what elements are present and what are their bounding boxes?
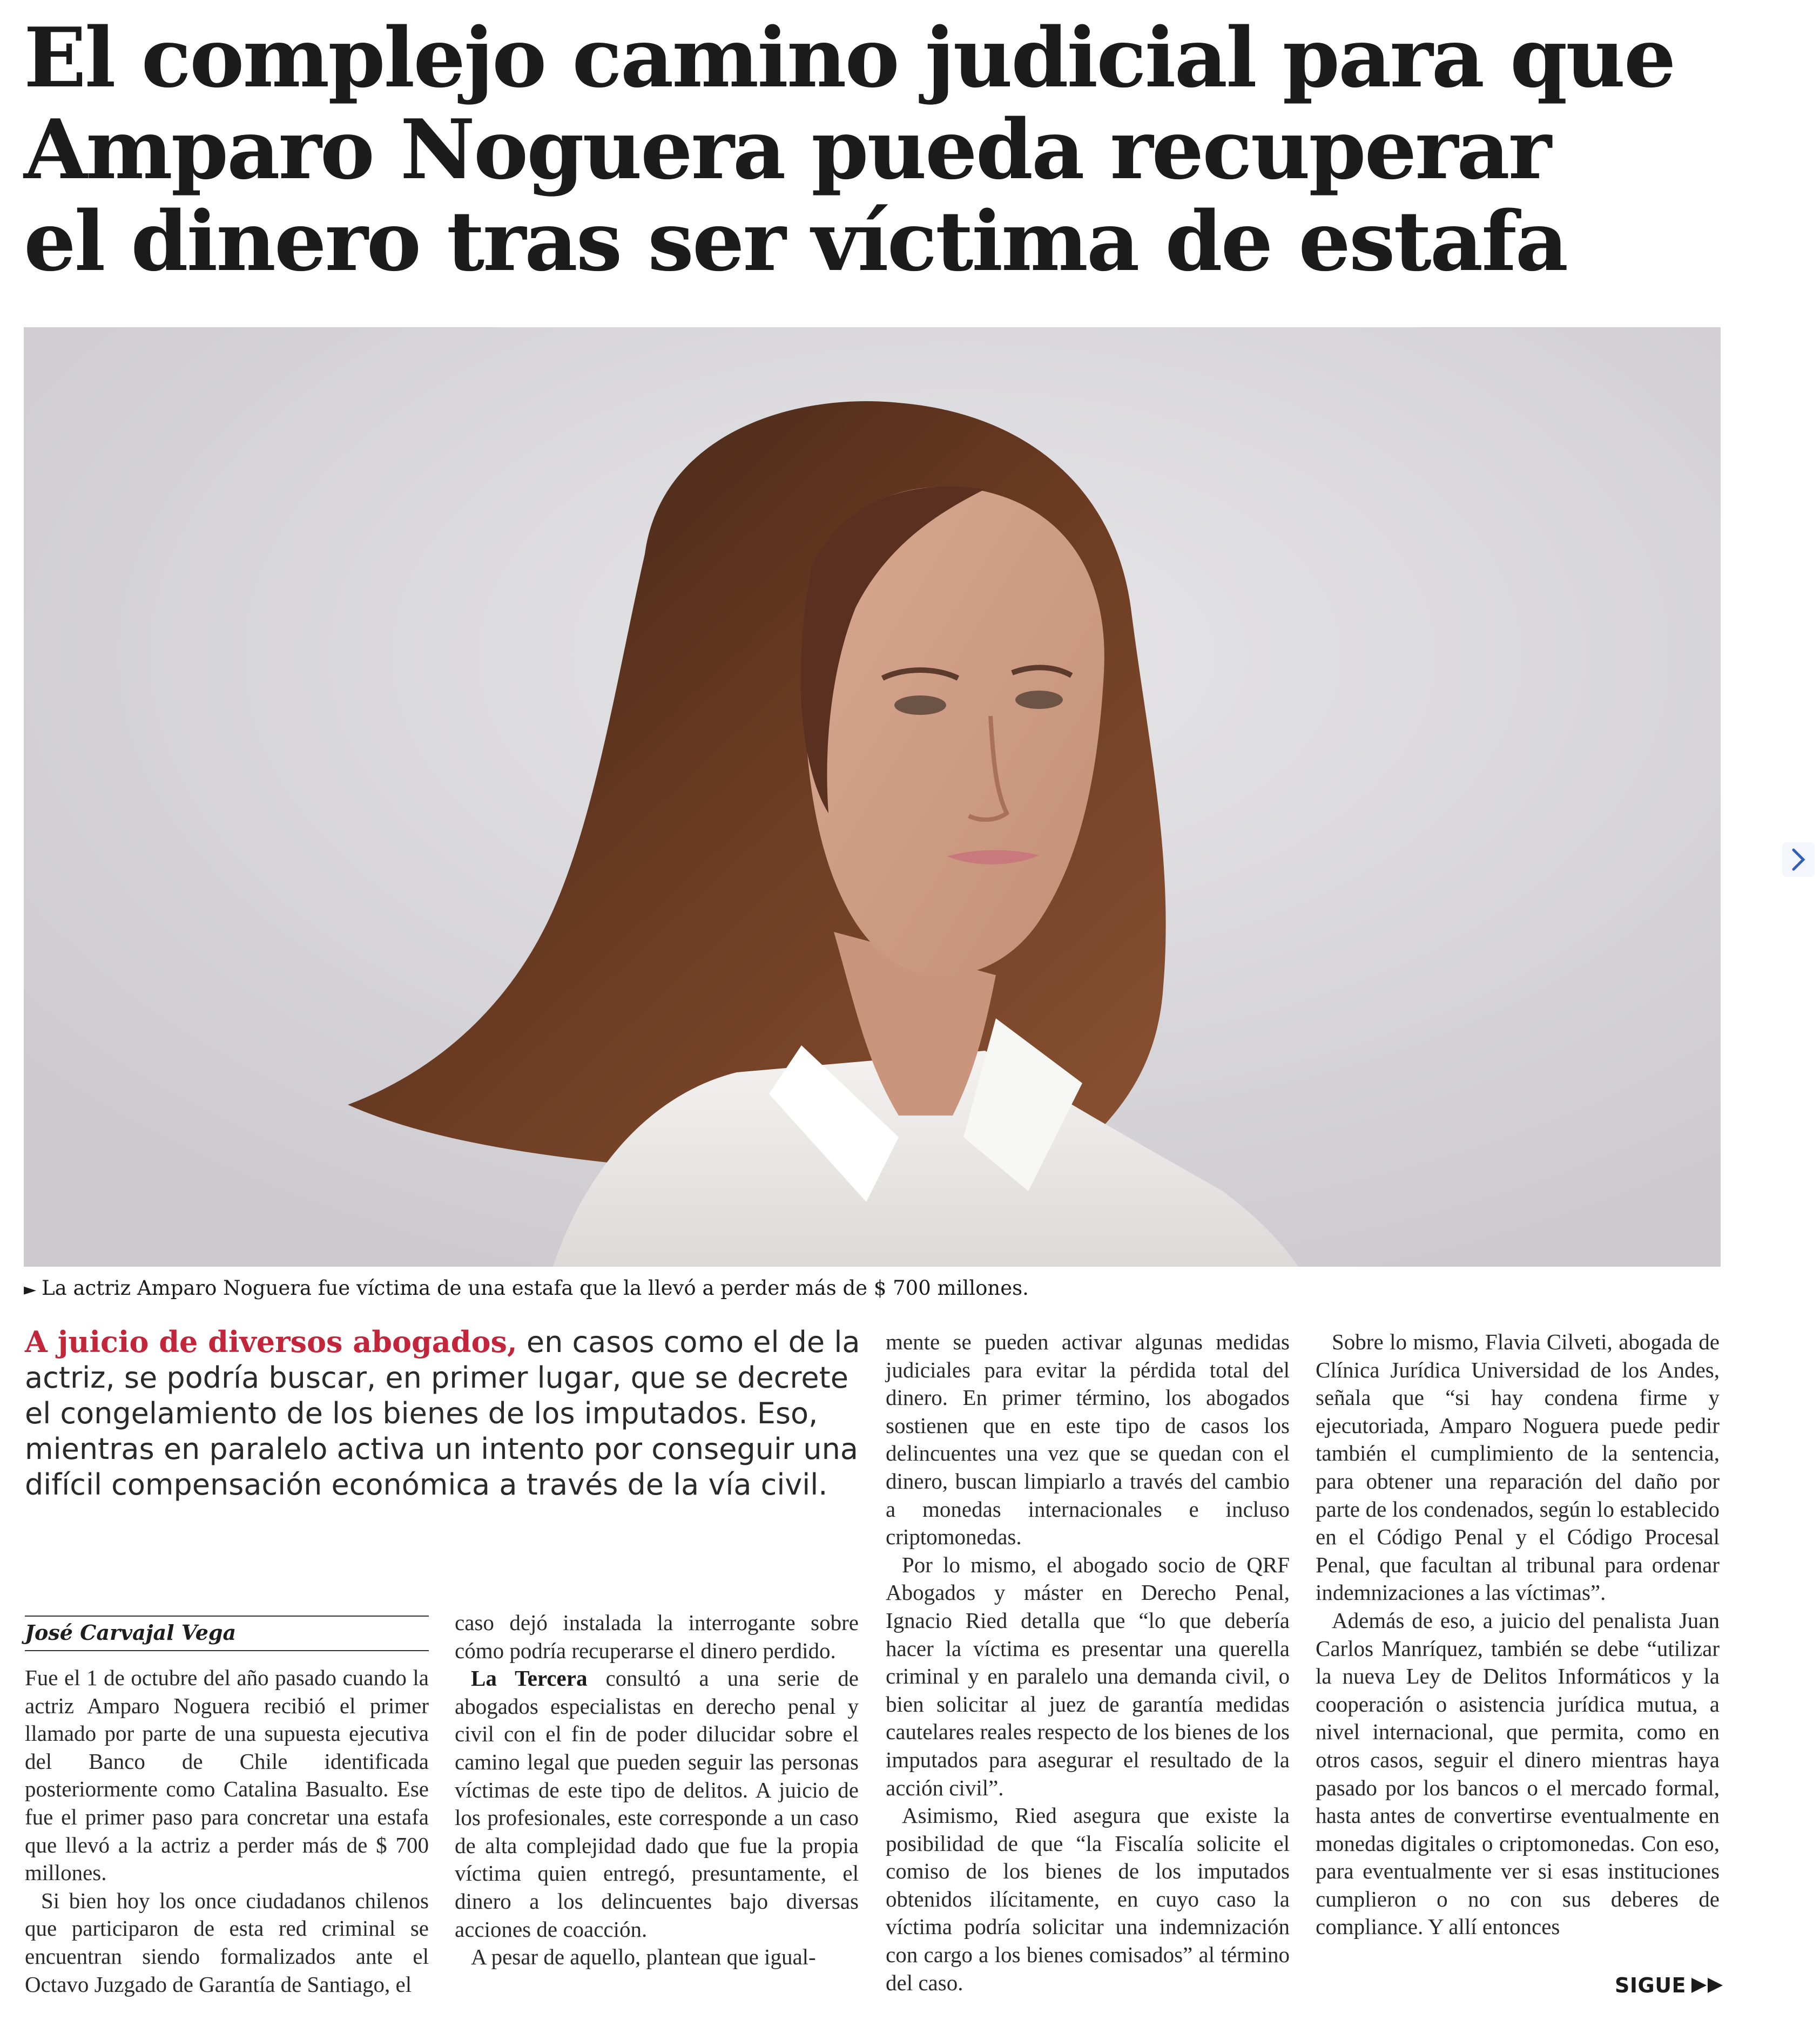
portrait-photo: [24, 327, 1721, 1267]
photo-caption: [24, 1275, 1698, 1303]
paragraph: Fue el 1 de octubre del año pasado cuando la actriz Amparo Noguera recibió el primer llamado por parte de una supuesta ejecutiva del Banco de Chile identificada posteriormente como Catalina Basualto. Ese fue el primer paso para concretar una estafa que llevó a la actriz a perder más de $ 700 millones.: [25, 1665, 429, 1885]
byline: José Carvajal Vega: [25, 1620, 237, 1645]
paragraph: caso dejó instalada la interrogante sobre cómo podría recuperarse el dinero perdido.: [455, 1610, 859, 1663]
paragraph: mente se pueden activar algunas medidas judiciales para evitar la pérdida total del dinero. En primer término, los abogados sostienen que en este tipo de casos los delincuentes una vez que se quedan con el dinero, buscan limpiarlo a través del cambio a monedas internacionales e incluso criptomonedas.: [886, 1329, 1290, 1550]
paragraph: Asimismo, Ried asegura que existe la posibilidad de que “la Fiscalía solicite el comiso de los bienes de los imputados obtenidos ilícitamente, en cuyo caso la víctima podría solicitar una indemnización con cargo a los bienes comisados” al término del caso.: [886, 1803, 1290, 1995]
caption-marker-icon: ►: [24, 1280, 37, 1299]
lead-paragraph: [25, 1324, 867, 1503]
paragraph: Además de eso, a juicio del penalista Juan Carlos Manríquez, también se debe “utilizar la nueva Ley de Delitos Informáticos y la cooperación o asistencia jurídica mutua, a nivel internacional, que permita, como en otros casos, seguir el dinero mientras haya pasado por los bancos o el mercado formal, hasta antes de convertirse eventualmente en monedas digitales o criptomonedas. Con eso, para eventualmente ver si esas instituciones cumplieron o no con sus deberes de compliance. Y allí entonces: [1316, 1607, 1720, 1939]
paragraph: Por lo mismo, el abogado socio de QRF Abogados y máster en Derecho Penal, Ignacio Ried detalla que “lo que debería hacer la víctima es presentar una querella criminal y en paralelo una demanda civil, o bien solicitar al juez de garantía medidas cautelares reales respecto de los bienes de los imputados para asegurar el resultado de la acción civil”.: [886, 1552, 1290, 1800]
caption-text: La actriz Amparo Noguera fue víctima de una estafa que la llevó a perder más de $ 700 millones.: [42, 1276, 1029, 1300]
paragraph: A pesar de aquello, plantean que igual-: [471, 1944, 816, 1970]
body-column-3: [886, 1328, 1290, 1997]
lead-text: en casos como el de la actriz, se podría buscar, en primer lugar, que se decrete el congelamiento de los bienes de los imputados. Eso, mientras en paralelo activa un intento por conseguir una difícil compensación económica a través de la vía civil.: [25, 1325, 860, 1502]
next-arrow-button[interactable]: [1782, 842, 1815, 877]
paragraph: Sobre lo mismo, Flavia Cilveti, abogada de Clínica Jurídica Universidad de los Andes, señala que “si hay condena firme y ejecutoriada, Amparo Noguera puede pedir también el cumplimiento de la sentencia, para obtener una reparación del daño por parte de los condenados, según lo establecido en el Código Penal y el Código Procesal Penal, que facultan al tribunal para ordenar indemnizaciones a las víctimas”.: [1316, 1329, 1720, 1605]
headline-line-3: el dinero tras ser víctima de estafa: [24, 193, 1567, 289]
body-column-1: [25, 1664, 429, 1998]
chevron-right-icon: [1790, 848, 1806, 871]
byline-divider-top: [25, 1616, 429, 1617]
headline-line-2: Amparo Noguera pueda recuperar: [24, 101, 1550, 198]
paragraph: Si bien hoy los once ciudadanos chilenos que participaron de esta red criminal se encuentran siendo formalizados ante el Octavo Juzgado de Garantía de Santiago, el: [25, 1888, 429, 1997]
paragraph: [455, 1665, 859, 1943]
publication-name: La Tercera: [471, 1666, 588, 1691]
continue-link[interactable]: [1615, 1974, 1725, 1997]
body-column-2: [455, 1609, 859, 1971]
headline: [24, 9, 1698, 289]
lead-kicker: A juicio de diversos abogados,: [25, 1324, 517, 1359]
body-column-4: [1316, 1328, 1720, 1941]
headline-line-1: El complejo camino judicial para que: [24, 9, 1675, 106]
fast-forward-icon: [1690, 1977, 1725, 1994]
paragraph-text: consultó a una serie de abogados especialistas en derecho penal y civil con el fin de poder dilucidar sobre el camino legal que pueden seguir las personas víctimas de este tipo de delitos. A juicio de los profesionales, este corresponde a un caso de alta complejidad dado que fue la propia víctima quien entregó, presuntamente, el dinero a los delincuentes bajo diversas acciones de coacción.: [455, 1666, 859, 1942]
continue-label: SIGUE: [1615, 1974, 1687, 1997]
byline-divider-bottom: [25, 1650, 429, 1651]
